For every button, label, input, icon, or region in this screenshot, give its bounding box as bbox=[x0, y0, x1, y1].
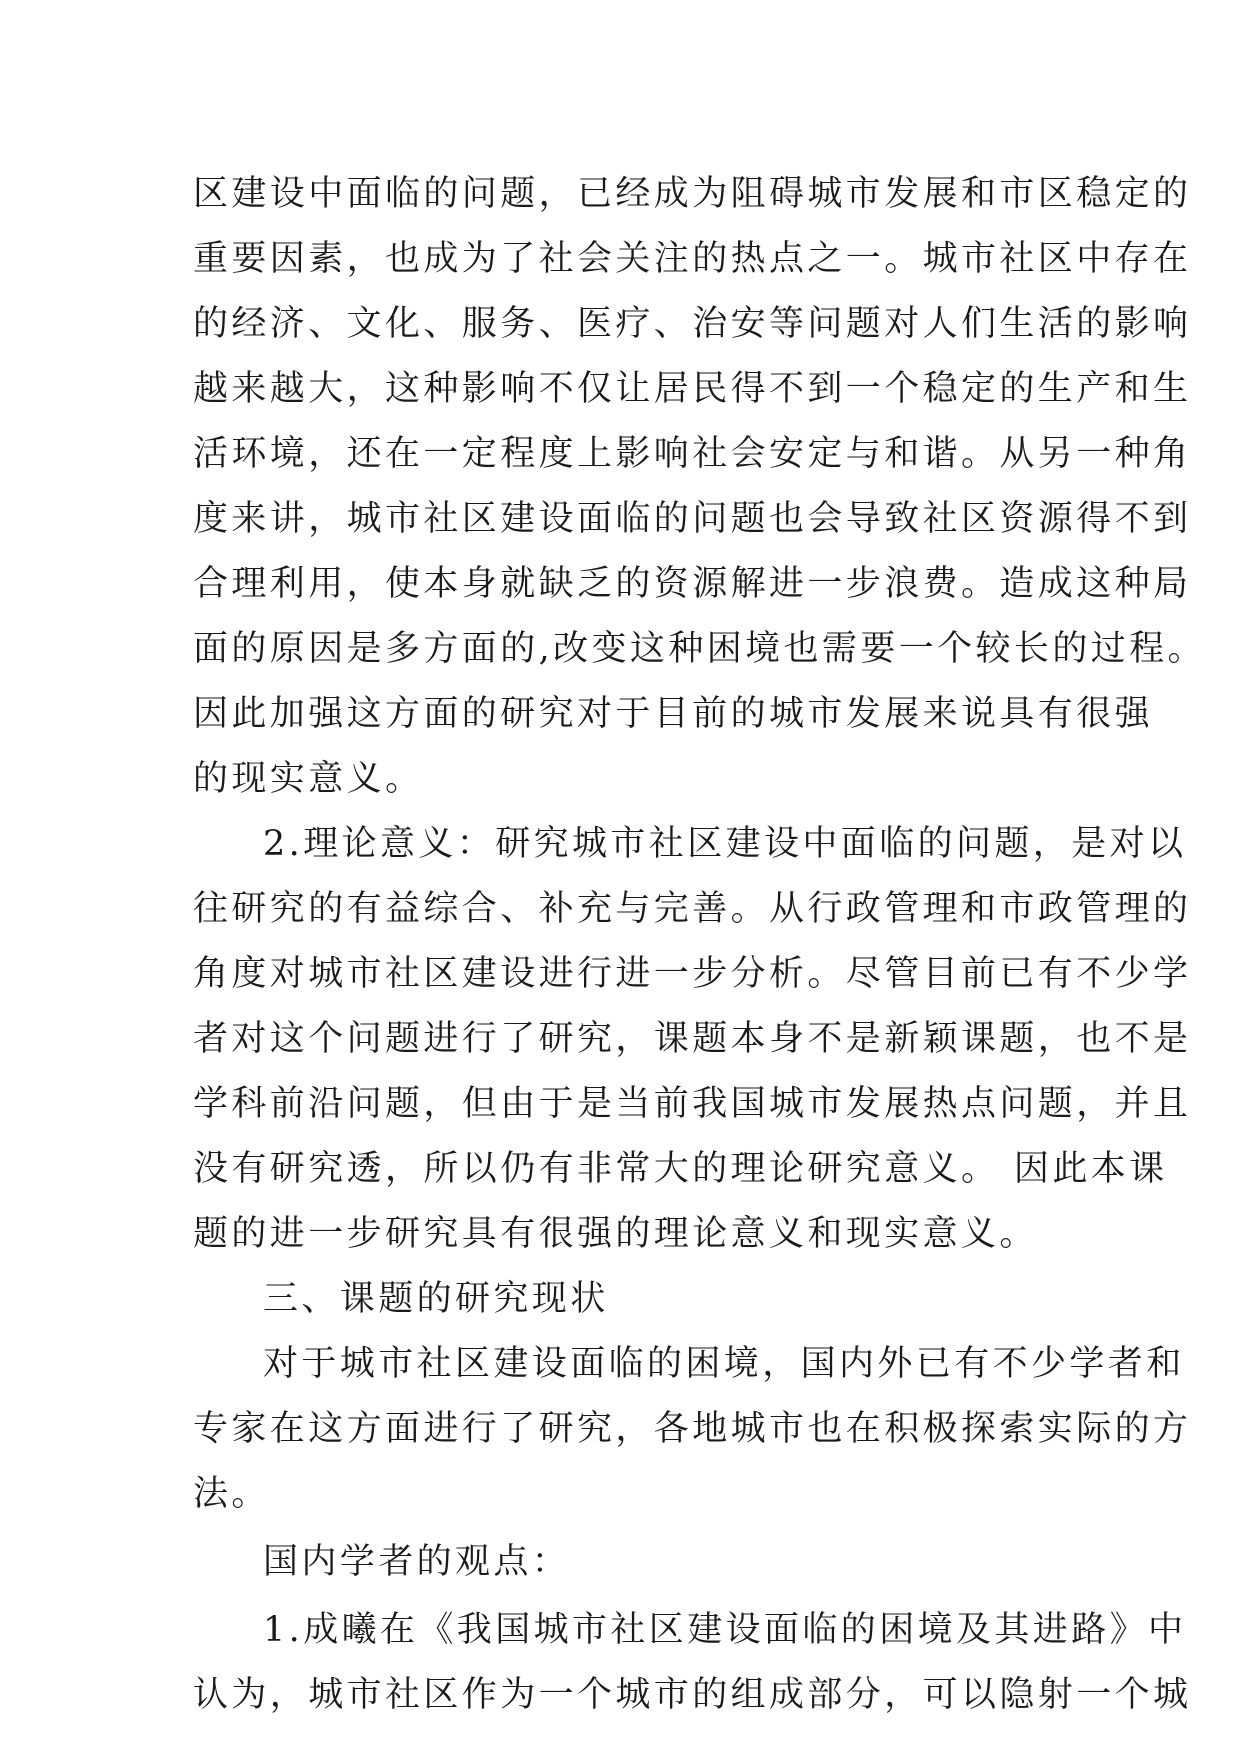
body-text-line: 区建设中面临的问题，已经成为阻碍城市发展和市区稳定的 bbox=[193, 174, 1192, 214]
body-text-line: 越来越大，这种影响不仅让居民得不到一个稳定的生产和生 bbox=[193, 369, 1192, 409]
body-text-line: 学科前沿问题，但由于是当前我国城市发展热点问题，并且 bbox=[193, 1084, 1192, 1124]
body-text-line: 角度对城市社区建设进行进一步分析。尽管目前已有不少学 bbox=[193, 954, 1192, 994]
paragraph-first-line: 1.成曦在《我国城市社区建设面临的困境及其进路》中 bbox=[263, 1610, 1187, 1650]
body-text-line: 的现实意义。 bbox=[193, 759, 424, 799]
body-text-line: 的经济、文化、服务、医疗、治安等问题对人们生活的影响 bbox=[193, 304, 1192, 344]
subheading-domestic-views: 国内学者的观点： bbox=[263, 1542, 571, 1582]
body-text-line: 面的原因是多方面的,改变这种困境也需要一个较长的过程。 bbox=[193, 629, 1206, 669]
body-text-line: 题的进一步研究具有很强的理论意义和现实意义。 bbox=[193, 1214, 1038, 1254]
body-text-line: 往研究的有益综合、补充与完善。从行政管理和市政管理的 bbox=[193, 889, 1192, 929]
document-page bbox=[193, 162, 1206, 1728]
body-text-line: 因此加强这方面的研究对于目前的城市发展来说具有很强 bbox=[193, 694, 1154, 734]
body-text-line: 认为，城市社区作为一个城市的组成部分，可以隐射一个城 bbox=[193, 1675, 1192, 1715]
body-text-line: 没有研究透，所以仍有非常大的理论研究意义。 因此本课 bbox=[193, 1149, 1168, 1189]
body-text-line: 活环境，还在一定程度上影响社会安定与和谐。从另一种角 bbox=[193, 434, 1192, 474]
paragraph-first-line: 2.理论意义：研究城市社区建设中面临的问题，是对以 bbox=[263, 824, 1187, 864]
section-heading: 三、课题的研究现状 bbox=[263, 1279, 609, 1319]
body-text-line: 专家在这方面进行了研究，各地城市也在积极探索实际的方 bbox=[193, 1409, 1192, 1449]
body-text-line: 重要因素，也成为了社会关注的热点之一。城市社区中存在 bbox=[193, 239, 1192, 279]
paragraph-first-line: 对于城市社区建设面临的困境，国内外已有不少学者和 bbox=[263, 1344, 1185, 1384]
body-text-line: 合理利用，使本身就缺乏的资源解进一步浪费。造成这种局 bbox=[193, 564, 1192, 604]
body-text-line: 者对这个问题进行了研究，课题本身不是新颖课题，也不是 bbox=[193, 1019, 1192, 1059]
body-text-line: 度来讲，城市社区建设面临的问题也会导致社区资源得不到 bbox=[193, 499, 1192, 539]
body-text-line: 法。 bbox=[193, 1474, 270, 1514]
